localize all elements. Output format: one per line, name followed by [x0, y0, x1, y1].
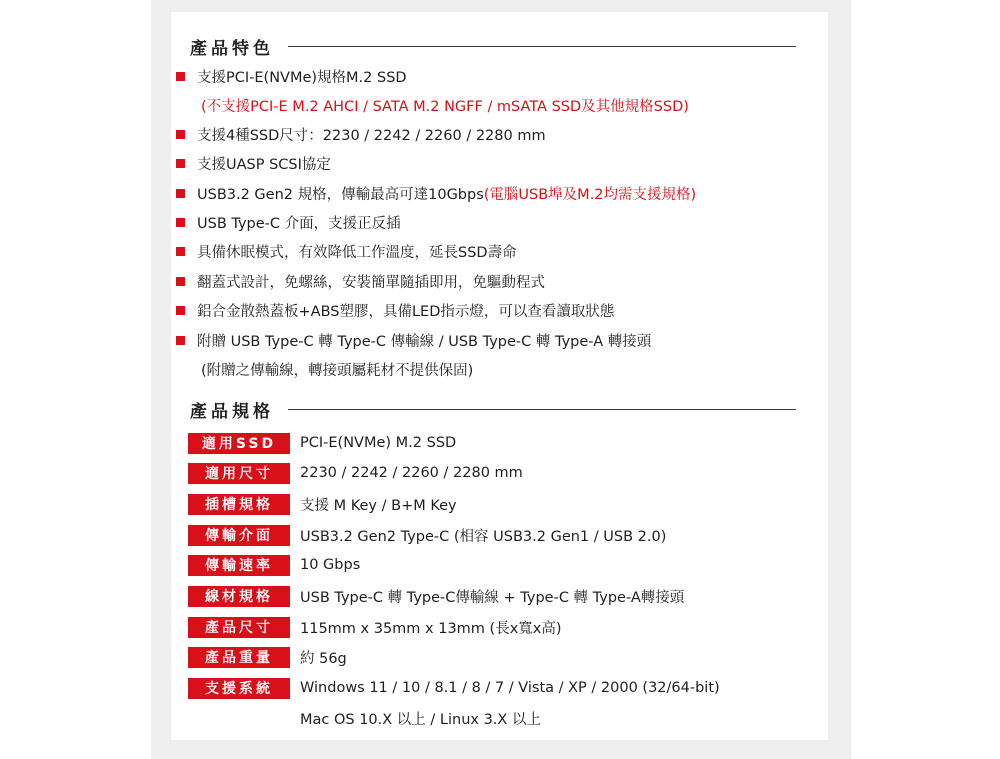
- spec-row: [188, 616, 562, 638]
- features-header: [190, 34, 796, 59]
- bullet-square-icon: [176, 130, 185, 139]
- spec-label: 傳輸介面: [188, 525, 290, 546]
- spec-label: 產品重量: [188, 647, 290, 668]
- feature-item: [176, 328, 651, 352]
- spec-row: [188, 493, 457, 515]
- feature-note-text: (不支援PCI-E M.2 AHCI / SATA M.2 NGFF / mSATA SSD及其他規格SSD): [201, 98, 689, 115]
- bullet-square-icon: [176, 306, 185, 315]
- feature-text: 鋁合金散熱蓋板+ABS塑膠，具備LED指示燈，可以查看讀取狀態: [197, 303, 615, 320]
- spec-row: [188, 646, 347, 668]
- bullet-square-icon: [176, 159, 185, 168]
- spec-value: 10 Gbps: [300, 557, 361, 573]
- spec-row: [188, 554, 360, 576]
- spec-row: [188, 432, 456, 454]
- spec-label: 支援系統: [188, 678, 290, 699]
- feature-text: 支援PCI-E(NVMe)規格M.2 SSD: [197, 69, 407, 86]
- spec-os-continuation: [300, 707, 541, 729]
- features-title: 產品特色: [190, 39, 274, 59]
- feature-item: [176, 239, 517, 263]
- spec-value: 約 56g: [300, 650, 347, 667]
- spec-value: 支援 M Key / B+M Key: [300, 497, 457, 514]
- spec-row: [188, 677, 720, 699]
- feature-text: 附贈 USB Type-C 轉 Type-C 傳輸線 / USB Type-C 轉 Type-A 轉接頭: [197, 333, 652, 350]
- spec-label: 適用尺寸: [188, 463, 290, 484]
- specs-divider: [288, 409, 796, 410]
- features-divider: [288, 46, 796, 47]
- specs-title: 產品規格: [190, 402, 274, 422]
- bullet-square-icon: [176, 72, 185, 81]
- feature-text: 翻蓋式設計，免螺絲，安裝簡單隨插即用，免驅動程式: [197, 274, 545, 291]
- feature-item: [176, 210, 401, 234]
- feature-item: [176, 298, 614, 322]
- spec-value: Windows 11 / 10 / 8.1 / 8 / 7 / Vista / XP / 2000 (32/64-bit): [300, 680, 720, 696]
- feature-note: [201, 93, 689, 117]
- spec-value: PCI-E(NVMe) M.2 SSD: [300, 435, 457, 451]
- spec-row: [188, 462, 523, 484]
- feature-text: 具備休眠模式，有效降低工作溫度，延長SSD壽命: [197, 244, 517, 261]
- spec-value: 2230 / 2242 / 2260 / 2280 mm: [300, 465, 523, 481]
- bullet-square-icon: [176, 247, 185, 256]
- feature-item: [176, 269, 545, 293]
- spec-label: 傳輸速率: [188, 555, 290, 576]
- specs-header: [190, 397, 796, 422]
- spec-label: 插槽規格: [188, 494, 290, 515]
- feature-text: 支援4種SSD尺寸：2230 / 2242 / 2260 / 2280 mm: [197, 127, 546, 144]
- bullet-square-icon: [176, 189, 185, 198]
- feature-requirement-note: (電腦USB埠及M.2均需支援規格): [483, 186, 697, 203]
- bullet-square-icon: [176, 218, 185, 227]
- feature-note-text: (附贈之傳輸線，轉接頭屬耗材不提供保固): [201, 362, 474, 379]
- spec-value: 115mm x 35mm x 13mm (長x寬x高): [300, 620, 562, 637]
- feature-item: [176, 122, 546, 146]
- spec-value: USB Type-C 轉 Type-C傳輸線 + Type-C 轉 Type-A轉接頭: [300, 589, 685, 606]
- feature-text: USB3.2 Gen2 規格，傳輸最高可達10Gbps: [197, 186, 484, 203]
- spec-label: 適用SSD: [188, 433, 290, 454]
- bullet-square-icon: [176, 336, 185, 345]
- feature-item: [176, 64, 407, 88]
- spec-value: USB3.2 Gen2 Type-C (相容 USB3.2 Gen1 / USB 2.0): [300, 528, 667, 545]
- spec-value: Mac OS 10.X 以上 / Linux 3.X 以上: [300, 711, 541, 728]
- spec-label: 線材規格: [188, 586, 290, 607]
- feature-text: 支援UASP SCSI協定: [197, 156, 331, 173]
- feature-item: [176, 181, 696, 205]
- feature-warranty-note: [201, 357, 473, 381]
- spec-row: [188, 585, 684, 607]
- feature-text: USB Type-C 介面，支援正反插: [197, 215, 401, 232]
- feature-item: [176, 151, 331, 175]
- spec-row: [188, 524, 666, 546]
- bullet-square-icon: [176, 277, 185, 286]
- spec-label: 產品尺寸: [188, 617, 290, 638]
